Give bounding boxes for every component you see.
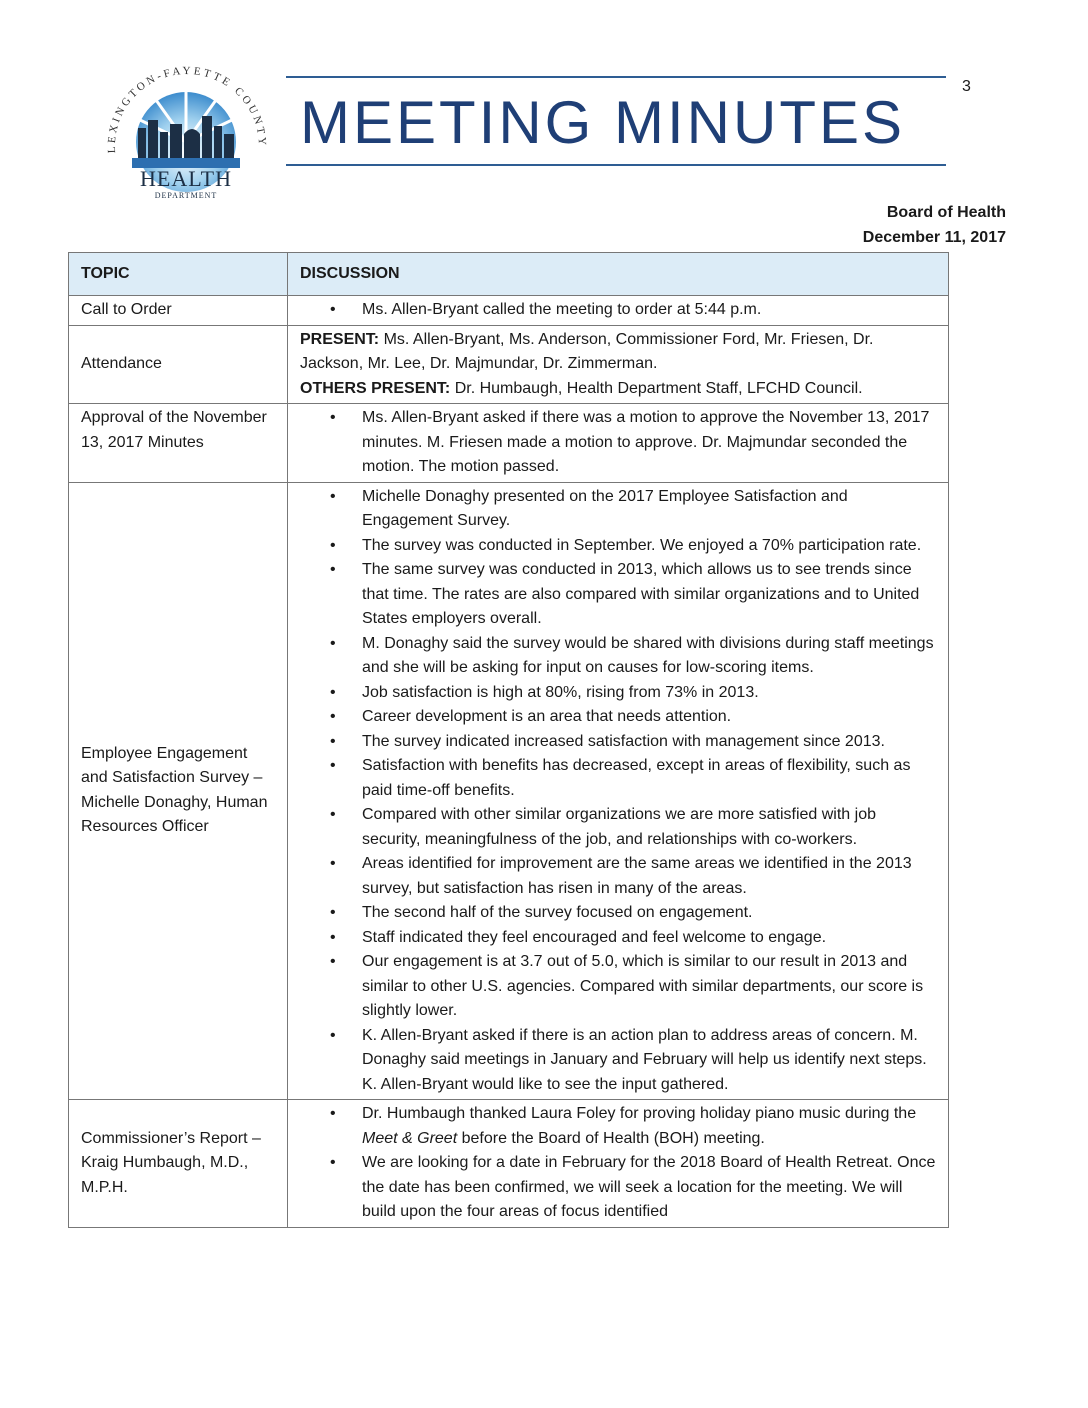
event-name: Meet & Greet (362, 1129, 458, 1147)
list-item: • Areas identified for improvement are the same areas we identified in the 2013 survey, but satisfaction has risen in many of the areas. (300, 852, 938, 901)
list-item (300, 1102, 938, 1151)
list-item: • Our engagement is at 3.7 out of 5.0, which is similar to our result in 2013 and similar to other U.S. agencies. Compared with similar departments, our score is slightly lower. (300, 950, 938, 1024)
list-item: • Satisfaction with benefits has decreased, except in areas of flexibility, such as paid time-off benefits. (300, 754, 938, 803)
list-item: • Ms. Allen-Bryant called the meeting to order at 5:44 p.m. (300, 298, 938, 323)
list-item: • Compared with other similar organizations we are more satisfied with job security, meaningfulness of the job, and relationships with co-workers. (300, 803, 938, 852)
list-item: • Job satisfaction is high at 80%, rising from 73% in 2013. (300, 681, 938, 706)
title-rule-bottom (286, 164, 946, 166)
others-text: Dr. Humbaugh, Health Department Staff, LFCHD Council. (450, 379, 863, 397)
list-item: • Staff indicated they feel encouraged and feel welcome to engage. (300, 926, 938, 951)
present-text: Ms. Allen-Bryant, Ms. Anderson, Commissioner Ford, Mr. Friesen, Dr. Jackson, Mr. Lee, Dr. Majmundar, Dr. Zimmerman. (300, 330, 874, 372)
bullet-text: Dr. Humbaugh thanked Laura Foley for proving holiday piano music during the (362, 1105, 917, 1122)
list-item: • Michelle Donaghy presented on the 2017 Employee Satisfaction and Engagement Survey. (300, 485, 938, 534)
list-item: • We are looking for a date in February for the 2018 Board of Health Retreat. Once the date has been confirmed, we will seek a location for the meeting. We will build upon the four areas of focus identified (300, 1151, 938, 1225)
table-row (69, 404, 949, 483)
discussion-cell (288, 404, 949, 483)
list-item: • The second half of the survey focused on engagement. (300, 901, 938, 926)
topic-cell: Employee Engagement and Satisfaction Survey – Michelle Donaghy, Human Resources Officer (69, 482, 288, 1100)
topic-header: TOPIC (69, 253, 288, 296)
topic-cell: Call to Order (69, 296, 288, 326)
minutes-table (68, 252, 949, 1228)
title-rule-top (286, 76, 946, 78)
table-row (69, 325, 949, 404)
page-title: MEETING MINUTES (300, 89, 906, 156)
table-row (69, 482, 949, 1100)
list-item: • The survey indicated increased satisfaction with management since 2013. (300, 730, 938, 755)
svg-text:LEXINGTON-FAYETTE COUNTY: LEXINGTON-FAYETTE COUNTY (105, 64, 269, 154)
present-label: PRESENT: (300, 330, 380, 348)
others-label: OTHERS PRESENT: (300, 379, 451, 397)
list-item: • The survey was conducted in September. We enjoyed a 70% participation rate. (300, 534, 938, 559)
list-item: • Ms. Allen-Bryant asked if there was a motion to approve the November 13, 2017 minutes. M. Friesen made a motion to approve. Dr. Majmundar seconded the motion. The motion passed. (300, 406, 938, 480)
bullet-text: before the Board of Health (BOH) meeting. (457, 1129, 765, 1147)
others-line (300, 377, 938, 402)
topic-cell: Attendance (69, 325, 288, 404)
list-item: • The same survey was conducted in 2013, which allows us to see trends since that time. The rates are also compared with similar organizations and to United States employers overall. (300, 558, 938, 632)
discussion-cell (288, 482, 949, 1100)
table-row (69, 296, 949, 326)
svg-text:DEPARTMENT: DEPARTMENT (154, 191, 218, 200)
health-department-logo (96, 50, 276, 210)
topic-cell: Commissioner’s Report – Kraig Humbaugh, M.D., M.P.H. (69, 1100, 288, 1228)
page-number: 3 (962, 78, 971, 95)
list-item: • M. Donaghy said the survey would be shared with divisions during staff meetings and she will be asking for input on causes for low-scoring items. (300, 632, 938, 681)
svg-text:HEALTH: HEALTH (140, 166, 232, 191)
list-item: • K. Allen-Bryant asked if there is an action plan to address areas of concern. M. Donaghy said meetings in January and February will help us identify next steps. K. Allen-Bryant would like to see the input gathered. (300, 1024, 938, 1098)
board-name: Board of Health (886, 204, 1006, 221)
discussion-cell (288, 1100, 949, 1228)
meeting-date: December 11, 2017 (862, 229, 1006, 246)
list-item: • Career development is an area that needs attention. (300, 705, 938, 730)
topic-cell: Approval of the November 13, 2017 Minutes (69, 404, 288, 483)
present-line (300, 328, 938, 377)
discussion-cell (288, 325, 949, 404)
discussion-header: DISCUSSION (288, 253, 949, 296)
discussion-cell (288, 296, 949, 326)
table-header-row (69, 253, 949, 296)
table-row (69, 1100, 949, 1228)
